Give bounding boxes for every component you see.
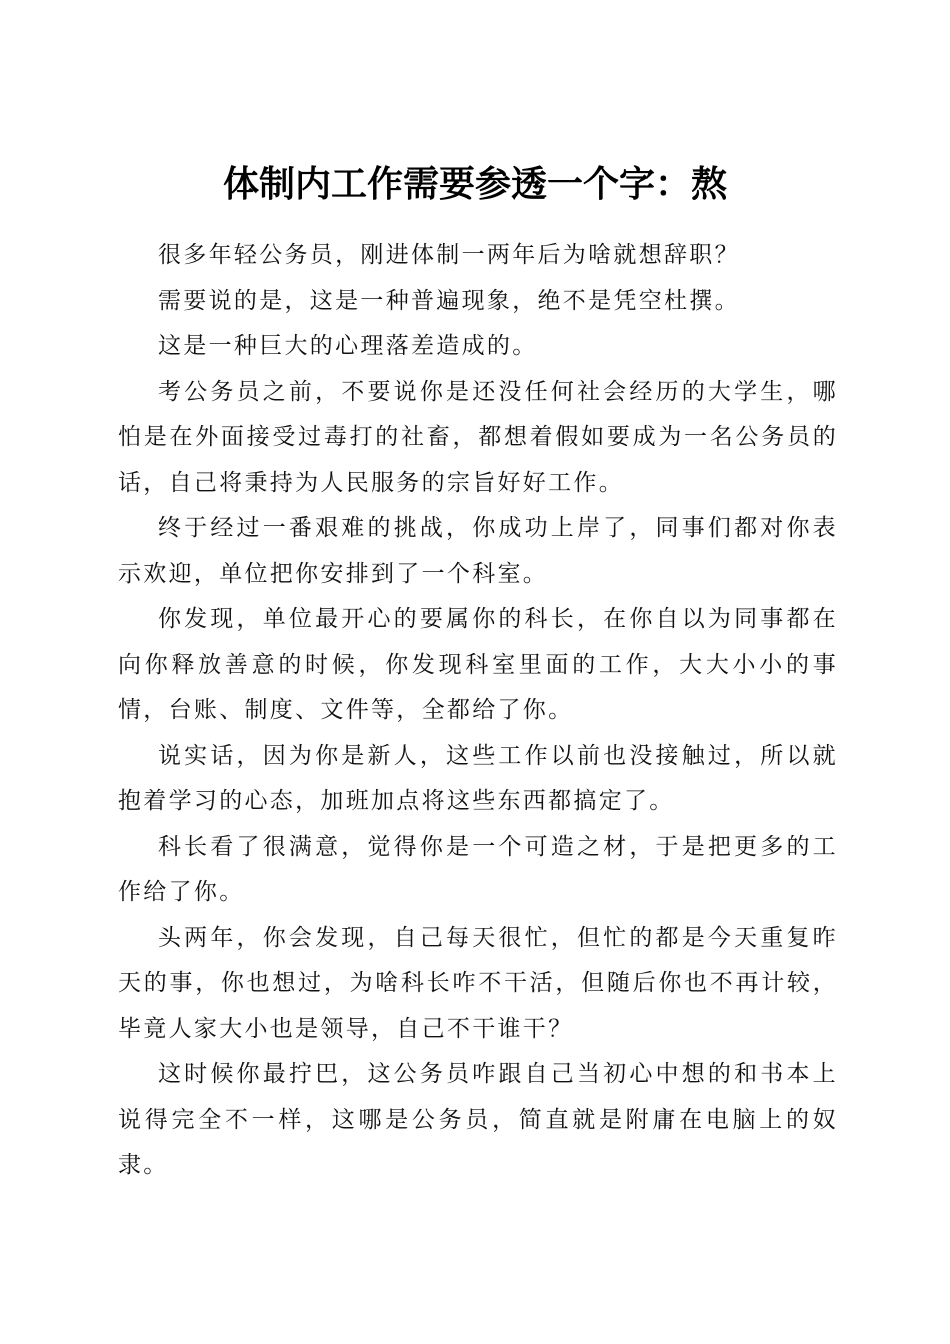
paragraph: 你发现，单位最开心的要属你的科长，在你自以为同事都在向你释放善意的时候，你发现科室里面的工作，大大小小的事情，台账、制度、文件等，全都给了你。 — [118, 606, 838, 723]
document-title: 体制内工作需要参透一个字：熬 — [222, 163, 727, 206]
paragraph: 需要说的是，这是一种普遍现象，绝不是凭空杜撰。 — [158, 287, 740, 314]
paragraph: 终于经过一番艰难的挑战，你成功上岸了，同事们都对你表示欢迎，单位把你安排到了一个科室。 — [118, 515, 838, 587]
paragraph: 这时候你最拧巴，这公务员咋跟自己当初心中想的和书本上说得完全不一样，这哪是公务员，简直就是附庸在电脑上的奴隶。 — [118, 1061, 838, 1178]
paragraph: 头两年，你会发现，自己每天很忙，但忙的都是今天重复昨天的事，你也想过，为啥科长咋不干活，但随后你也不再计较，毕竟人家大小也是领导，自己不干谁干？ — [118, 924, 838, 1042]
paragraph: 很多年轻公务员，刚进体制一两年后为啥就想辞职？ — [158, 242, 740, 268]
paragraph: 这是一种巨大的心理落差造成的。 — [158, 333, 538, 359]
paragraph: 考公务员之前，不要说你是还没任何社会经历的大学生，哪怕是在外面接受过毒打的社畜，都想着假如要成为一名公务员的话，自己将秉持为人民服务的宗旨好好工作。 — [118, 378, 838, 496]
paragraph: 科长看了很满意，觉得你是一个可造之材，于是把更多的工作给了你。 — [118, 833, 838, 905]
paragraph: 说实话，因为你是新人，这些工作以前也没接触过，所以就抱着学习的心态，加班加点将这些东西都搞定了。 — [118, 742, 838, 814]
document-body — [118, 233, 838, 1189]
